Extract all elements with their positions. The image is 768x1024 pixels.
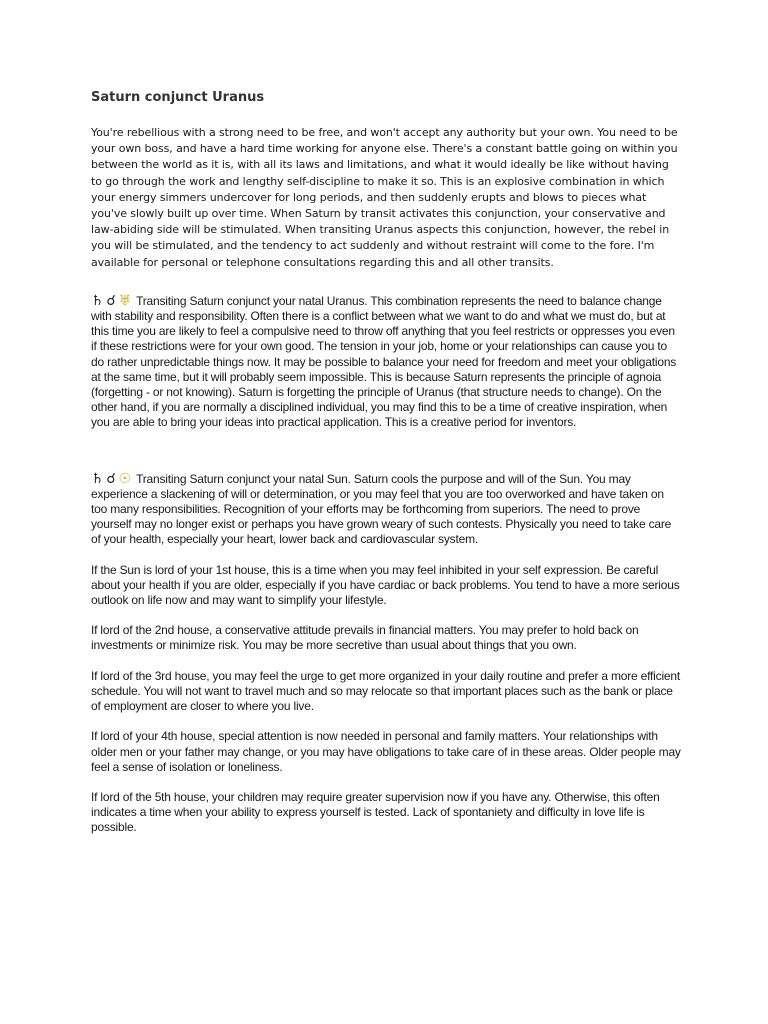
sun-transit-glyphs (91, 472, 134, 486)
uranus-glyph-icon: ♅ (118, 292, 131, 309)
uranus-transit-text: Transiting Saturn conjunct your natal Uranus. This combination represents the need to balance change with stability and responsibility. Often there is a conflict between what we want to do and what we must do, but at this time you are likely to feel a compulsive need to throw off anything that you feel restricts or oppresses you even if these restrictions were for your own good. The tension in your job, home or your relationships can cause you to do rather unpredictable things now. It may be possible to balance your need for freedom and meet your obligations at the same time, but it will probably seem impossible. This is because Saturn represents the principle of agnoia (forgetting - or not knowing). Saturn is forgetting the principle of Uranus (that structure needs to change). On the other hand, if you are normally a disciplined individual, you may find this to be a time of creative inspiration, when you are able to bring your ideas into practical application. This is a creative period for inventors. (91, 293, 677, 430)
saturn-glyph-icon: ♄ (91, 292, 104, 309)
sun-transit-text: Transiting Saturn conjunct your natal Sun. Saturn cools the purpose and will of the Sun. You may experience a slackening of will or determination, or you may feel that you are too overworked and have taken on too many responsibilities. Recognition of your efforts may be forthcoming from superiors. The need to prove yourself may no longer exist or perhaps you have grown weary of such contests. Physically you need to take care of your health, especially your heart, lower back and cardiovascular system. (91, 471, 672, 547)
conjunction-glyph-icon: ☌ (106, 470, 116, 487)
house-1-paragraph: If the Sun is lord of your 1st house, this is a time when you may feel inhibited in your self expression. Be careful about your health if you are older, especially if you have cardiac or back problems. You tend to have a more serious outlook on life now and may want to simplify your lifestyle. (91, 562, 680, 608)
intro-paragraph: You're rebellious with a strong need to be free, and won't accept any authority but your own. You need to be your own boss, and have a hard time working for anyone else. There's a constant battle going on within you between the world as it is, with all its laws and limitations, and what it would ideally be like without having to go through the work and lengthy self-discipline to make it so. This is an explosive combination in which your energy simmers undercover for long periods, and then suddenly erupts and blows to pieces what you've slowly built up over time. When Saturn by transit activates this conjunction, your conservative and law-abiding side will be stimulated. When transiting Uranus aspects this conjunction, however, the rebel in you will be stimulated, and the tendency to act suddenly and without restraint will come to the fore. I'm available for personal or telephone consultations regarding this and all other transits. (91, 126, 678, 269)
house-5-paragraph: If lord of the 5th house, your children may require greater supervision now if you have any. Otherwise, this often indicates a time when your ability to express yourself is tested. Lack of spontaniety and difficulty in love life is possible. (91, 789, 660, 835)
uranus-transit-paragraph (91, 294, 681, 431)
conjunction-glyph-icon: ☌ (106, 292, 116, 309)
house-2-paragraph: If lord of the 2nd house, a conservative attitude prevails in financial matters. You may prefer to hold back on investments or minimize risk. You may be more secretive than usual about things that you own. (91, 623, 639, 653)
house-4-paragraph: If lord of your 4th house, special attention is now needed in personal and family matters. Your relationships with older men or your father may change, or you may have obligations to take care of in these areas. Older people may feel a sense of isolation or loneliness. (91, 729, 681, 774)
sun-glyph-icon: ☉ (118, 470, 131, 487)
saturn-glyph-icon: ♄ (91, 470, 104, 487)
page-title: Saturn conjunct Uranus (91, 90, 265, 105)
document-page (91, 90, 681, 836)
sun-transit-paragraph (91, 472, 681, 548)
house-3-paragraph: If lord of the 3rd house, you may feel the urge to get more organized in your daily routine and prefer a more efficient schedule. You will not want to travel much and so may relocate so that important places such as the bank or place of employment are closer to where you live. (91, 668, 680, 714)
uranus-transit-glyphs (91, 294, 134, 308)
